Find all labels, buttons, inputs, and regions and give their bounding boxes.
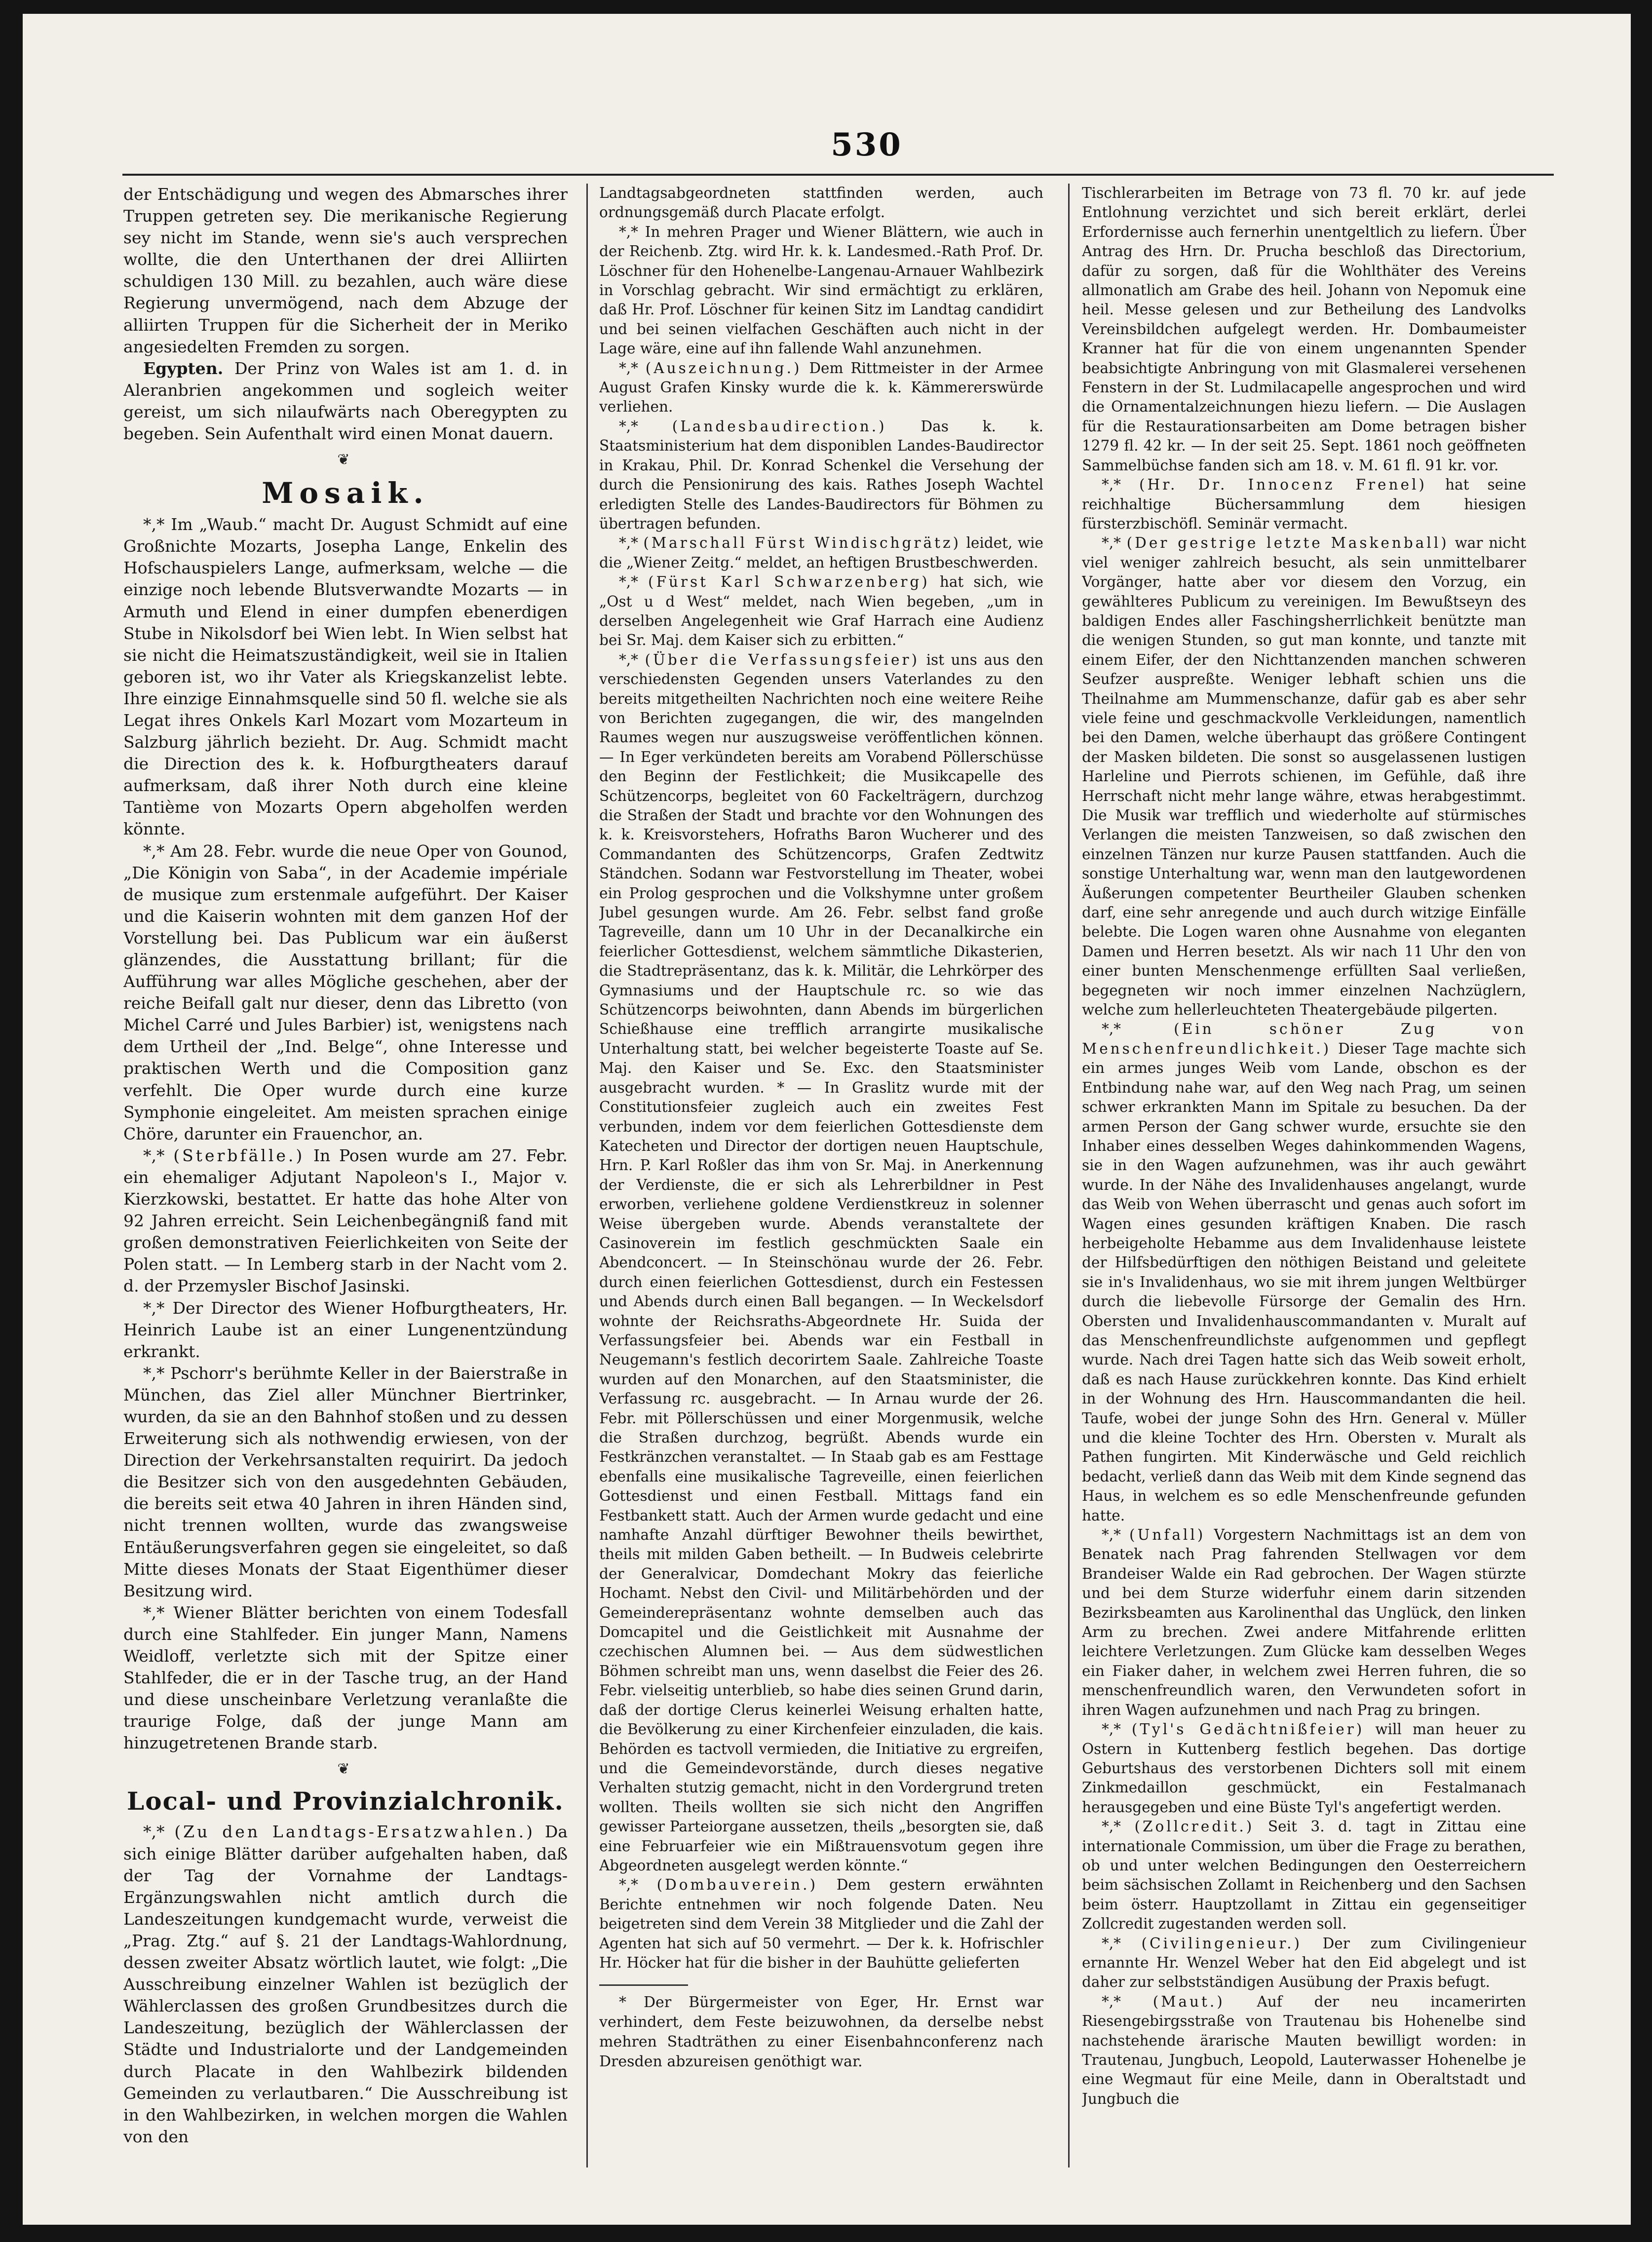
article-text: Der Prinz von Wales ist am 1. d. in Aleranbrien angekommen und sogleich weiter gereist, um sich nilaufwärts nach Oberegypten zu begeben. Sein Aufenthalt wird einen Monat dauern. bbox=[123, 358, 568, 444]
page-number: 530 bbox=[831, 126, 903, 163]
article-heading: (Zollcredit.) bbox=[1134, 1818, 1255, 1835]
article-heading: (Tyl's Gedächtnißfeier) bbox=[1131, 1721, 1365, 1738]
article-heading: (Fürst Karl Schwarzenberg) bbox=[648, 573, 930, 591]
article-heading: (Unfall) bbox=[1129, 1526, 1206, 1544]
article-paragraph: *,* (Civilingenieur.) Der zum Civilingenieur ernannte Hr. Wenzel Weber hat den Eid abgelegt und ist daher zur selbstständigen Ausübung der Praxis befugt. bbox=[1082, 1935, 1526, 1991]
column-3 bbox=[1082, 184, 1526, 2167]
article-heading: (Maut.) bbox=[1153, 1993, 1225, 2010]
article-heading: Egypten. bbox=[143, 358, 224, 378]
article-paragraph: *,* Pschorr's berühmte Keller in der Baierstraße in München, das Ziel aller Münchner Biertrinker, wurden, da sie an den Bahnhof stoßen und zu dessen Erweiterung sich als nothwendig erwiesen, von der Direction der Verkehrsanstalten requirirt. Da jedoch die Besitzer sich von den ausgedehnten Gebäuden, die bereits seit etwa 40 Jahren in ihren Händen sind, nicht trennen wollten, wurde das zwangsweise Entäußerungsverfahren gegen sie eingeleitet, so daß Mitte dieses Monats der Staat Eigenthümer dieser Besitzung wird. bbox=[123, 1363, 568, 1600]
article-heading: (Civilingenieur.) bbox=[1141, 1935, 1302, 1952]
column-divider bbox=[586, 184, 588, 2167]
article-text: Seit 3. d. tagt in Zittau eine internationale Commission, um über die Frage zu berathen, ob und unter welchen Bedingungen den Oesterreichern beim sächsischen Zollamt in Reichenberg und den Sachsen beim österr. Hauptzollamt in Zittau ein gegenseitiger Zollcredit zugestanden werden soll. bbox=[1082, 1818, 1526, 1933]
ornament-divider: ❦ bbox=[337, 1760, 354, 1778]
article-paragraph: *,* (Zu den Landtags-Ersatzwahlen.) Da sich einige Blätter darüber aufgehalten haben, daß der Tag der Vornahme der Landtags-Ergänzungswahlen nicht amtlich durch die Landeszeitungen kundgemacht wurde, verweist die „Prag. Ztg.“ auf §. 21 der Landtags-Wahlordnung, dessen zweiter Absatz wörtlich lautet, wie folgt: „Die Ausschreibung einzelner Wahlen ist bezüglich der Wählerclassen des großen Grundbesitzes durch die Landeszeitung, bezüglich der Wählerclassen der Städte und Industrialorte und der Landgemeinden durch Placate in den Wahlbezirk bildenden Gemeinden zu verlautbaren.“ Die Ausschreibung ist in den Wahlbezirken, in welchen morgen die Wahlen von den bbox=[123, 1822, 568, 2146]
article-text: In Posen wurde am 27. Febr. ein ehemaliger Adjutant Napoleon's I., Major v. Kierzkowski, bestattet. Er hatte das hohe Alter von 92 Jahren erreicht. Sein Leichenbegängniß fand mit großen demonstrativen Feierlichkeiten von Seite der Polen statt. — In Lemberg starb in der Nacht vom 2. d. der Przemysler Bischof Jasinski. bbox=[123, 1145, 568, 1296]
article-heading: (Ein schöner Zug von Menschenfreundlichkeit.) bbox=[1082, 1021, 1526, 1057]
article-paragraph: *,* (Hr. Dr. Innocenz Frenel) hat seine reichhaltige Büchersammlung dem hiesigen fürsterzbischöfl. Seminär vermacht. bbox=[1082, 476, 1526, 532]
article-paragraph: *,* (Maut.) Auf der neu incamerirten Riesengebirgsstraße von Trautenau bis Hohenelbe sind nachstehende ärarische Mauten bewilligt worden: in Trautenau, Jungbuch, Leopold, Lauterwasser Hohenelbe je eine Wegmaut für eine Meile, dann in Oberaltstadt und Jungbuch die bbox=[1082, 1993, 1526, 2107]
article-text: will man heuer zu Ostern in Kuttenberg festlich begehen. Das dortige Geburtshaus des verstorbenen Dichters soll mit einem Zinkmedaillon geschmückt, ein Festalmanach herausgegeben und eine Büste Tyl's angefertigt werden. bbox=[1082, 1721, 1526, 1816]
article-text: hat sich, wie „Ost u d West“ meldet, nach Wien begeben, „um in derselben Angelegenheit wie Graf Harrach eine Audienz bei Sr. Maj. dem Kaiser sich zu erbitten.“ bbox=[599, 573, 1043, 649]
article-paragraph: *,* (Sterbfälle.) In Posen wurde am 27. Febr. ein ehemaliger Adjutant Napoleon's I., Major v. Kierzkowski, bestattet. Er hatte das hohe Alter von 92 Jahren erreicht. Sein Leichenbegängniß fand mit großen demonstrativen Feierlichkeiten von Seite der Polen statt. — In Lemberg starb in der Nacht vom 2. d. der Przemysler Bischof Jasinski. bbox=[123, 1145, 568, 1296]
article-paragraph: Landtagsabgeordneten stattfinden werden, auch ordnungsgemäß durch Placate erfolgt. bbox=[599, 185, 1043, 221]
article-paragraph bbox=[123, 358, 568, 445]
ornament-divider: ❦ bbox=[337, 451, 354, 469]
article-text: war nicht viel weniger zahlreich besucht, als sein unmittelbarer Vorgänger, hatte aber vor diesem den Vorzug, ein gewählteres Publicum zu vereinigen. Im Bewußtseyn des baldigen Endes aller Faschingsherrlichkeit benützte man die wenigen Stunden, so gut man konnte, und tanzte mit einem Eifer, der den Nichttanzenden manchen schweren Seufzer auspreßte. Weniger lebhaft schien uns die Theilnahme am Mummenschanze, dafür gab es aber sehr viele feine und geschmackvolle Verkleidungen, namentlich bei den Damen, welche überhaupt das größere Contingent der Masken bildeten. Die sonst so ausgelassenen lustigen Harleline und Pierrots schienen, im Gefühle, daß ihre Herrschaft nicht mehr lange währe, etwas herabgestimmt. Die Musik war trefflich und wiederholte auf stürmisches Verlangen die meisten Tanzweisen, so daß zwischen den einzelnen Tänzen nur kurze Pausen stattfanden. Auch die sonstige Unterhaltung war, wenn man den lautgewordenen Äußerungen competenter Beurtheiler Glauben schenken darf, eine sehr anregende und auch durch witzige Einfälle belebte. Die Logen waren ohne Ausnahme von eleganten Damen und Herren besetzt. Als wir nach 11 Uhr den von einer bunten Menschenmenge erfüllten Saal verließen, begegneten wir noch immer einzelnen Nachzüglern, welche zum hellerleuchteten Theatergebäude pilgerten. bbox=[1082, 534, 1526, 1019]
article-paragraph: *,* (Landesbaudirection.) Das k. k. Staatsministerium hat dem disponiblen Landes-Baudirector in Krakau, Phil. Dr. Konrad Schenkel die Versehung der durch die Pensionirung des kais. Rathes Joseph Wachtel erledigten Stelle des Landes-Baudirectors für Böhmen zu übertragen befunden. bbox=[599, 418, 1043, 532]
article-heading: (Hr. Dr. Innocenz Frenel) bbox=[1139, 476, 1427, 494]
article-heading: (Über die Verfassungsfeier) bbox=[645, 651, 920, 668]
section-title-local: Local- und Provinzialchronik. bbox=[127, 1786, 564, 1816]
article-paragraph: Tischlerarbeiten im Betrage von 73 fl. 70 kr. auf jede Entlohnung verzichtet und sich bereit erklärt, derlei Erfordernisse auch fernerhin unentgeltlich zu liefern. Über Antrag des Hrn. Dr. Prucha beschloß das Directorium, dafür zu sorgen, daß für die Wohlthäter des Vereins allmonatlich am Grabe des heil. Johann von Nepomuk eine heil. Messe gelesen und zur Betheilung des Landvolks Vereinsbildchen aufgelegt werden. Hr. Dombaumeister Kranner hat für die von einem ungenannten Spender beabsichtigte Anbringung von mit Glasmalerei versehenen Fenstern in der St. Ludmilacapelle angesprochen und wird die Ornamentalzeichnungen hiezu liefern. — Die Auslagen für die Restaurationsarbeiten am Dome betragen bisher 1279 fl. 42 kr. — In der seit 25. Sept. 1861 noch geöffneten Sammelbüchse fanden sich am 18. v. M. 61 fl. 91 kr. vor. bbox=[1082, 185, 1526, 474]
article-text: leidet, wie die „Wiener Zeitg.“ meldet, an heftigen Brustbeschwerden. bbox=[599, 534, 1043, 571]
article-text: ist uns aus den verschiedensten Gegenden unsers Vaterlandes zu den bereits mitgetheilten Nachrichten noch eine weitere Reihe von Berichten zugegangen, die wir, des mangelnden Raumes wegen nur auszugsweise veröffentlichen können. — In Eger verkündeten bereits am Vorabend Pöllerschüsse den Beginn der Festlichkeit; die Musikcapelle des Schützencorps, begleitet von 60 Fackelträgern, durchzog die Straßen der Stadt und brachte vor den Wohnungen des k. k. Kreisvorstehers, Hofraths Baron Wucherer und des Commandanten des Schützencorps, Grafen Zedtwitz Ständchen. Sodann war Festvorstellung im Theater, wobei ein Prolog gesprochen und die Volkshymne unter großem Jubel gesungen wurde. Am 26. Febr. selbst fand große Tagreveille, dann um 10 Uhr in der Decanalkirche ein feierlicher Gottesdienst, welchem sämmtliche Dikasterien, die Stadtrepräsentanz, das k. k. Militär, die Lehrkörper des Gymnasiums und der Hauptschule rc. so wie das Schützencorps beiwohnten, dann Abends im bürgerlichen Schießhause eine trefflich arrangirte musikalische Unterhaltung statt, bei welcher begeisterte Toaste auf Se. Maj. den Kaiser und Se. Exc. den Staatsminister ausgebracht wurden. * — In Graslitz wurde mit der Constitutionsfeier zugleich auch ein zweites Fest verbunden, indem vor dem feierlichen Gottesdienste dem Katecheten und Director der dortigen neuen Hauptschule, Hrn. P. Karl Roßler das ihm von Sr. Maj. in Anerkennung der Verdienste, die er sich als Lehrerbildner in Pest erworben, verliehene goldene Verdienstkreuz in solenner Weise übergeben wurde. Abends veranstaltete der Casinoverein im festlich geschmückten Saale ein Abendconcert. — In Steinschönau wurde der 26. Febr. durch einen feierlichen Gottesdienst, durch ein Festessen und Abends durch einen Ball begangen. — In Weckelsdorf wohnte der Reichsraths-Abgeordnete Hr. Suida der Verfassungsfeier bei. Abends war ein Festball in Neugemann's festlich decorirtem Saale. Zahlreiche Toaste wurden auf den Monarchen, auf den Staatsminister, die Verfassung rc. ausgebracht. — In Arnau wurde der 26. Febr. mit Pöllerschüssen und einer Morgenmusik, welche die Straßen durchzog, begrüßt. Abends wurde ein Festkränzchen veranstaltet. — In Staab gab es am Festtage ebenfalls eine musikalische Tagreveille, einen feierlichen Gottesdienst und einen Festball. Mittags fand ein Festbankett statt. Auch der Armen wurde gedacht und eine namhafte Anzahl dürftiger Bewohner theils bewirthet, theils mit milden Gaben betheilt. — In Budweis celebrirte der Generalvicar, Domdechant Mokry das feierliche Hochamt. Nebst den Civil- und Militärbehörden und der Gemeinderepräsentanz wohnte demselben auch das Domcapitel und die Geistlichkeit mit Ausnahme der czechischen Alumnen bei. — Aus dem südwestlichen Böhmen schreibt man uns, wenn daselbst die Feier des 26. Febr. vielseitig unterblieb, so habe dies seinen Grund darin, daß der dortige Clerus keinerlei Weisung erhalten hatte, die Bevölkerung zu einer Kirchenfeier einzuladen, die kais. Behörden es tactvoll vermieden, die Initiative zu ergreifen, und die Gemeindevorstände, durch dieses negative Verhalten stutzig gemacht, nicht in den Vordergrund treten wollten. Theils wollten sie sich nicht den Angriffen gewisser Parteiorgane aussetzen, theils „besorgten sie, daß eine Februarfeier wie ein Mißtrauensvotum gegen ihre Abgeordneten ausgelegt werden könnte.“ bbox=[599, 651, 1043, 1874]
article-paragraph: *,* (Fürst Karl Schwarzenberg) hat sich, wie „Ost u d West“ meldet, nach Wien begeben, „um in derselben Angelegenheit wie Graf Harrach eine Audienz bei Sr. Maj. dem Kaiser sich zu erbitten.“ bbox=[599, 573, 1043, 649]
article-heading: (Zu den Landtags-Ersatzwahlen.) bbox=[174, 1822, 536, 1842]
article-paragraph: der Entschädigung und wegen des Abmarsches ihrer Truppen getreten sey. Die merikanische Regierung sey nicht im Stande, wenn sie's auch versprechen wollte, die den Unterthanen der drei Alliirten schuldigen 130 Mill. zu bezahlen, auch wäre diese Regierung unvermögend, nach dem Abzuge der alliirten Truppen für die Sicherheit der in Meriko angesiedelten Fremden zu sorgen. bbox=[123, 185, 568, 356]
article-paragraph: *,* (Unfall) Vorgestern Nachmittags ist an dem von Benatek nach Prag fahrenden Stellwagen vor dem Brandeiser Walde ein Rad gebrochen. Der Wagen stürzte und bei dem Sturze widerfuhr einem darin sitzenden Bezirksbeamten aus Karolinenthal das Unglück, den linken Arm zu brechen. Zwei andere Mitfahrende erlitten leichtere Verletzungen. Zum Glücke kam desselben Weges ein Fiaker daher, in welchem zwei Herren fuhren, die so menschenfreundlich waren, den Verwundeten sofort in ihren Wagen aufzunehmen und nach Prag zu bringen. bbox=[1082, 1526, 1526, 1718]
section-title-mosaik: Mosaik. bbox=[262, 476, 429, 510]
article-text: Vorgestern Nachmittags ist an dem von Benatek nach Prag fahrenden Stellwagen vor dem Brandeiser Walde ein Rad gebrochen. Der Wagen stürzte und bei dem Sturze widerfuhr einem darin sitzenden Bezirksbeamten aus Karolinenthal das Unglück, den linken Arm zu brechen. Zwei andere Mitfahrende erlitten leichtere Verletzungen. Zum Glücke kam desselben Weges ein Fiaker daher, in welchem zwei Herren fuhren, die so menschenfreundlich waren, den Verwundeten sofort in ihren Wagen aufzunehmen und nach Prag zu bringen. bbox=[1082, 1526, 1526, 1718]
column-divider bbox=[1068, 184, 1070, 2167]
article-text: hat seine reichhaltige Büchersammlung dem hiesigen fürsterzbischöfl. Seminär vermacht. bbox=[1082, 476, 1526, 532]
column-1 bbox=[123, 184, 568, 2167]
article-paragraph: *,* Der Director des Wiener Hofburgtheaters, Hr. Heinrich Laube ist an einer Lungenentzündung erkrankt. bbox=[123, 1298, 568, 1361]
article-paragraph: *,* (Marschall Fürst Windischgrätz) leidet, wie die „Wiener Zeitg.“ meldet, an heftigen Brustbeschwerden. bbox=[599, 534, 1043, 571]
article-paragraph: *,* (Der gestrige letzte Maskenball) war nicht viel weniger zahlreich besucht, als sein unmittelbarer Vorgänger, hatte aber vor diesem den Vorzug, ein gewählteres Publicum zu vereinigen. Im Bewußtseyn des baldigen Endes aller Faschingsherrlichkeit benützte man die wenigen Stunden, so gut man konnte, und tanzte mit einem Eifer, der den Nichttanzenden manchen schweren Seufzer auspreßte. Weniger lebhaft schien uns die Theilnahme am Mummenschanze, dafür gab es aber sehr viele feine und geschmackvolle Verkleidungen, namentlich bei den Damen, welche überhaupt das größere Contingent der Masken bildeten. Die sonst so ausgelassenen lustigen Harleline und Pierrots schienen, im Gefühle, daß ihre Herrschaft nicht mehr lange währe, etwas herabgestimmt. Die Musik war trefflich und wiederholte auf stürmisches Verlangen die meisten Tanzweisen, so daß zwischen den einzelnen Tänzen nur kurze Pausen stattfanden. Auch die sonstige Unterhaltung war, wenn man den lautgewordenen Äußerungen competenter Beurtheiler Glauben schenken darf, eine sehr anregende und auch durch witzige Einfälle belebte. Die Logen waren ohne Ausnahme von eleganten Damen und Herren besetzt. Als wir nach 11 Uhr den von einer bunten Menschenmenge erfüllten Saal verließen, begegneten wir noch immer einzelnen Nachzüglern, welche zum hellerleuchteten Theatergebäude pilgerten. bbox=[1082, 534, 1526, 1019]
article-paragraph: *,* Im „Waub.“ macht Dr. August Schmidt auf eine Großnichte Mozarts, Josepha Lange, Enkelin des Hofschauspielers Lange, aufmerksam, welche — die einzige noch lebende Blutsverwandte Mozarts — in Armuth und Elend in einer dumpfen ebenerdigen Stube in Nikolsdorf bei Wien lebt. In Wien selbst hat sie nicht die Heimatszuständigkeit, weil sie in Italien geboren ist, wo ihr Vater als Kriegskanzelist lebte. Ihre einzige Einnahmsquelle sind 50 fl. welche sie als Legat ihres Onkels Karl Mozart vom Mozarteum in Salzburg jährlich bezieht. Dr. Aug. Schmidt macht die Direction des k. k. Hofburgtheaters darauf aufmerksam, daß ihrer Noth durch eine kleine Tantième von Mozarts Opern abgeholfen werden könnte. bbox=[123, 515, 568, 839]
article-text: Dieser Tage machte sich ein armes junges Weib vom Lande, obschon es der Entbindung nahe war, auf den Weg nach Prag, um seinen schwer erkrankten Mann im Spitale zu besuchen. Da der armen Person der Gang schwer wurde, ersuchte sie den Inhaber eines desselben Weges dahinkommenden Wagens, sie in den Wagen aufzunehmen, was ihr auch gewährt wurde. In der Nähe des Invalidenhauses angelangt, wurde das Weib von Wehen überrascht und genas auch sofort im Wagen eines gesunden kräftigen Knaben. Die rasch herbeigeholte Hebamme aus dem Invalidenhause leistete der Hilfsbedürftigen den nöthigen Beistand und geleitete sie in's Invalidenhaus, wo sie mit ihrem jungen Weltbürger durch die liebevolle Fürsorge der Gemalin des Hrn. Obersten und Invalidenhauscommandanten v. Muralt auf das Menschenfreundlichste aufgenommen und gepflegt wurde. Nach drei Tagen hatte sich das Weib soweit erholt, daß es nach Hause zurückkehren konnte. Das Kind erhielt in der Wohnung des Hrn. Hauscommandanten die heil. Taufe, wobei der junge Sohn des Hrn. General v. Müller und die kleine Tochter des Hrn. Obersten v. Muralt als Pathen fungirten. Mit Kinderwäsche und Geld reichlich bedacht, verließ dann das Weib mit dem Kinde segnend das Haus, in welchem es so edle Menschenfreunde gefunden hatte. bbox=[1082, 1040, 1526, 1524]
article-paragraph: *,* In mehren Prager und Wiener Blättern, wie auch in der Reichenb. Ztg. wird Hr. k. k. Landesmed.-Rath Prof. Dr. Löschner für den Hohenelbe-Langenau-Arnauer Wahlbezirk in Vorschlag gebracht. Wir sind ermächtigt zu erklären, daß Hr. Prof. Löschner für keinen Sitz im Landtag candidirt und bei seinen vielfachen Geschäften auch nicht in der Lage wäre, eine auf ihn fallende Wahl anzunehmen. bbox=[599, 223, 1043, 357]
article-text: Dem gestern erwähnten Berichte entnehmen wir noch folgende Daten. Neu beigetreten sind dem Verein 38 Mitglieder und die Zahl der Agenten hat sich auf 50 vermehrt. — Der k. k. Hofrischler Hr. Höcker hat für die bisher in der Bauhütte gelieferten bbox=[599, 1876, 1043, 1971]
article-text: Auf der neu incamerirten Riesengebirgsstraße von Trautenau bis Hohenelbe sind nachstehende ärarische Mauten bewilligt worden: in Trautenau, Jungbuch, Leopold, Lauterwasser Hohenelbe je eine Wegmaut für eine Meile, dann in Oberaltstadt und Jungbuch die bbox=[1082, 1993, 1526, 2107]
article-text: Das k. k. Staatsministerium hat dem disponiblen Landes-Baudirector in Krakau, Phil. Dr. Konrad Schenkel die Versehung der durch die Pensionirung des kais. Rathes Joseph Wachtel erledigten Stelle des Landes-Baudirectors für Böhmen zu übertragen befunden. bbox=[599, 418, 1043, 532]
article-heading: (Der gestrige letzte Maskenball) bbox=[1126, 534, 1449, 552]
article-paragraph: *,* (Ein schöner Zug von Menschenfreundlichkeit.) Dieser Tage machte sich ein armes junges Weib vom Lande, obschon es der Entbindung nahe war, auf den Weg nach Prag, um seinen schwer erkrankten Mann im Spitale zu besuchen. Da der armen Person der Gang schwer wurde, ersuchte sie den Inhaber eines desselben Weges dahinkommenden Wagens, sie in den Wagen aufzunehmen, was ihr auch gewährt wurde. In der Nähe des Invalidenhauses angelangt, wurde das Weib von Wehen überrascht und genas auch sofort im Wagen eines gesunden kräftigen Knaben. Die rasch herbeigeholte Hebamme aus dem Invalidenhause leistete der Hilfsbedürftigen den nöthigen Beistand und geleitete sie in's Invalidenhaus, wo sie mit ihrem jungen Weltbürger durch die liebevolle Fürsorge der Gemalin des Hrn. Obersten und Invalidenhauscommandanten v. Muralt auf das Menschenfreundlichste aufgenommen und gepflegt wurde. Nach drei Tagen hatte sich das Weib soweit erholt, daß es nach Hause zurückkehren konnte. Das Kind erhielt in der Wohnung des Hrn. Hauscommandanten die heil. Taufe, wobei der junge Sohn des Hrn. General v. Müller und die kleine Tochter des Hrn. Obersten v. Muralt als Pathen fungirten. Mit Kinderwäsche und Geld reichlich bedacht, verließ dann das Weib mit dem Kinde segnend das Haus, in welchem es so edle Menschenfreunde gefunden hatte. bbox=[1082, 1021, 1526, 1524]
article-paragraph: *,* (Zollcredit.) Seit 3. d. tagt in Zittau eine internationale Commission, um über die Frage zu berathen, ob und unter welchen Bedingungen den Oesterreichern beim sächsischen Zollamt in Reichenberg und den Sachsen beim österr. Hauptzollamt in Zittau ein gegenseitiger Zollcredit zugestanden werden soll. bbox=[1082, 1818, 1526, 1933]
article-paragraph: *,* Wiener Blätter berichten von einem Todesfall durch eine Stahlfeder. Ein junger Mann, Namens Weidloff, verletzte sich mit der Spitze einer Stahlfeder, die er in der Tasche trug, an der Hand und diese unscheinbare Verletzung veranlaßte die traurige Folge, daß der junge Mann am hinzugetretenen Brande starb. bbox=[123, 1602, 568, 1753]
footnote-rule bbox=[599, 1984, 688, 1986]
article-paragraph: *,* (Über die Verfassungsfeier) ist uns aus den verschiedensten Gegenden unsers Vaterlandes zu den bereits mitgetheilten Nachrichten noch eine weitere Reihe von Berichten zugegangen, die wir, des mangelnden Raumes wegen nur auszugsweise veröffentlichen können. — In Eger verkündeten bereits am Vorabend Pöllerschüsse den Beginn der Festlichkeit; die Musikcapelle des Schützencorps, begleitet von 60 Fackelträgern, durchzog die Straßen der Stadt und brachte vor den Wohnungen des k. k. Kreisvorstehers, Hofraths Baron Wucherer und des Commandanten des Schützencorps, Grafen Zedtwitz Ständchen. Sodann war Festvorstellung im Theater, wobei ein Prolog gesprochen und die Volkshymne unter großem Jubel gesungen wurde. Am 26. Febr. selbst fand große Tagreveille, dann um 10 Uhr in der Decanalkirche ein feierlicher Gottesdienst, welchem sämmtliche Dikasterien, die Stadtrepräsentanz, das k. k. Militär, die Lehrkörper des Gymnasiums und der Hauptschule rc. so wie das Schützencorps beiwohnten, dann Abends im bürgerlichen Schießhause eine trefflich arrangirte musikalische Unterhaltung statt, bei welcher begeisterte Toaste auf Se. Maj. den Kaiser und Se. Exc. den Staatsminister ausgebracht wurden. * — In Graslitz wurde mit der Constitutionsfeier zugleich auch ein zweites Fest verbunden, indem vor dem feierlichen Gottesdienste dem Katecheten und Director der dortigen neuen Hauptschule, Hrn. P. Karl Roßler das ihm von Sr. Maj. in Anerkennung der Verdienste, die er sich als Lehrerbildner in Pest erworben, verliehene goldene Verdienstkreuz in solenner Weise übergeben wurde. Abends veranstaltete der Casinoverein im festlich geschmückten Saale ein Abendconcert. — In Steinschönau wurde der 26. Febr. durch einen feierlichen Gottesdienst, durch ein Festessen und Abends durch einen Ball begangen. — In Weckelsdorf wohnte der Reichsraths-Abgeordnete Hr. Suida der Verfassungsfeier bei. Abends war ein Festball in Neugemann's festlich decorirtem Saale. Zahlreiche Toaste wurden auf den Monarchen, auf den Staatsminister, die Verfassung rc. ausgebracht. — In Arnau wurde der 26. Febr. mit Pöllerschüssen und einer Morgenmusik, welche die Straßen durchzog, begrüßt. Abends wurde ein Festkränzchen veranstaltet. — In Staab gab es am Festtage ebenfalls eine musikalische Tagreveille, einen feierlichen Gottesdienst und einen Festball. Mittags fand ein Festbankett statt. Auch der Armen wurde gedacht und eine namhafte Anzahl dürftiger Bewohner theils bewirthet, theils mit milden Gaben betheilt. — In Budweis celebrirte der Generalvicar, Domdechant Mokry das feierliche Hochamt. Nebst den Civil- und Militärbehörden und der Gemeinderepräsentanz wohnte demselben auch das Domcapitel und die Geistlichkeit mit Ausnahme der czechischen Alumnen bei. — Aus dem südwestlichen Böhmen schreibt man uns, wenn daselbst die Feier des 26. Febr. vielseitig unterblieb, so habe dies seinen Grund darin, daß der dortige Clerus keinerlei Weisung erhalten hatte, die Bevölkerung zu einer Kirchenfeier einzuladen, die kais. Behörden es tactvoll vermieden, die Initiative zu ergreifen, und die Gemeindevorstände, durch dieses negative Verhalten stutzig gemacht, nicht in den Vordergrund treten wollten. Theils wollten sie sich nicht den Angriffen gewisser Parteiorgane aussetzen, theils „besorgten sie, daß eine Februarfeier wie ein Mißtrauensvotum gegen ihre Abgeordneten ausgelegt werden könnte.“ bbox=[599, 651, 1043, 1874]
article-paragraph: *,* (Auszeichnung.) Dem Rittmeister in der Armee August Grafen Kinsky wurde die k. k. Kämmererswürde verliehen. bbox=[599, 359, 1043, 416]
article-text: Dem Rittmeister in der Armee August Grafen Kinsky wurde die k. k. Kämmererswürde verliehen. bbox=[599, 359, 1043, 416]
footnote: * Der Bürgermeister von Eger, Hr. Ernst war verhindert, dem Feste beizuwohnen, da derselbe nebst mehren Stadträthen zu einer Eisenbahnconferenz nach Dresden abzureisen genöthigt war. bbox=[599, 1994, 1043, 2071]
article-paragraph: *,* (Tyl's Gedächtnißfeier) will man heuer zu Ostern in Kuttenberg festlich begehen. Das dortige Geburtshaus des verstorbenen Dichters soll mit einem Zinkmedaillon geschmückt, ein Festalmanach herausgegeben und eine Büste Tyl's angefertigt werden. bbox=[1082, 1721, 1526, 1816]
article-heading: (Marschall Fürst Windischgrätz) bbox=[643, 534, 961, 552]
header-rule bbox=[122, 174, 1554, 176]
article-text: Der zum Civilingenieur ernannte Hr. Wenzel Weber hat den Eid abgelegt und ist daher zur selbstständigen Ausübung der Praxis befugt. bbox=[1082, 1935, 1526, 1991]
article-text: Da sich einige Blätter darüber aufgehalten haben, daß der Tag der Vornahme der Landtags-Ergänzungswahlen nicht amtlich durch die Landeszeitungen kundgemacht wurde, verweist die „Prag. Ztg.“ auf §. 21 der Landtags-Wahlordnung, dessen zweiter Absatz wörtlich lautet, wie folgt: „Die Ausschreibung einzelner Wahlen ist bezüglich der Wählerclassen des großen Grundbesitzes durch die Landeszeitung, bezüglich der Wählerclassen der Städte und Industrialorte und der Landgemeinden durch Placate in den Wahlbezirk bildenden Gemeinden zu verlautbaren.“ Die Ausschreibung ist in den Wahlbezirken, in welchen morgen die Wahlen von den bbox=[123, 1822, 568, 2146]
article-heading: (Dombauverein.) bbox=[656, 1876, 818, 1894]
article-heading: (Auszeichnung.) bbox=[645, 359, 802, 377]
article-heading: (Landesbaudirection.) bbox=[672, 418, 887, 435]
article-paragraph: *,* Am 28. Febr. wurde die neue Oper von Gounod, „Die Königin von Saba“, in der Academie impériale de musique zum erstenmale aufgeführt. Der Kaiser und die Kaiserin wohnten mit dem ganzen Hof der Vorstellung bei. Das Publicum war ein äußerst glänzendes, die Ausstattung brillant; für die Aufführung war alles Mögliche geschehen, aber der reiche Beifall galt nur dieser, denn das Libretto (von Michel Carré und Jules Barbier) ist, wenigstens nach dem Urtheil der „Ind. Belge“, ohne Interesse und praktischen Werth und die Composition ganz verfehlt. Die Oper wurde durch eine kurze Symphonie eingeleitet. Am meisten sprachen einige Chöre, darunter ein Frauenchor, an. bbox=[123, 841, 568, 1143]
article-heading: (Sterbfälle.) bbox=[173, 1145, 305, 1165]
column-2 bbox=[599, 184, 1043, 2167]
article-paragraph: *,* (Dombauverein.) Dem gestern erwähnten Berichte entnehmen wir noch folgende Daten. Neu beigetreten sind dem Verein 38 Mitglieder und die Zahl der Agenten hat sich auf 50 vermehrt. — Der k. k. Hofrischler Hr. Höcker hat für die bisher in der Bauhütte gelieferten bbox=[599, 1876, 1043, 1971]
